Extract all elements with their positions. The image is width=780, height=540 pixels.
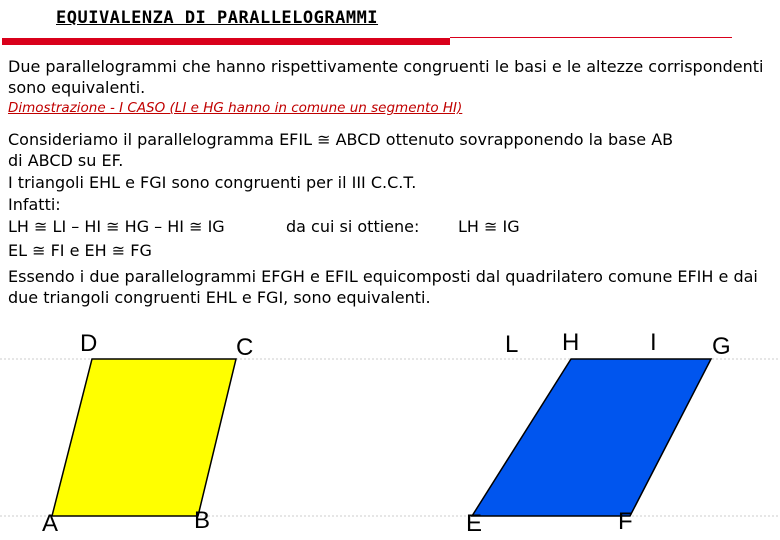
proof-line-5-result: LH ≅ IG — [458, 217, 520, 236]
vertex-label-i: I — [650, 329, 657, 356]
vertex-label-d: D — [80, 330, 98, 357]
demonstration-heading: Dimostrazione - I CASO (LI e HG hanno in comune un segmento HI) — [8, 100, 463, 116]
vertex-label-b: B — [194, 507, 211, 534]
parallelogram-efgh — [472, 359, 711, 516]
vertex-label-g: G — [712, 333, 731, 360]
proof-line-2: di ABCD su EF. — [8, 151, 124, 170]
vertex-label-h: H — [562, 329, 580, 356]
page-title: EQUIVALENZA DI PARALLELOGRAMMI — [56, 8, 379, 28]
vertex-label-l: L — [505, 331, 519, 358]
proof-line-4: Infatti: — [8, 195, 61, 214]
theorem-statement: Due parallelogrammi che hanno rispettivamente congruenti le basi e le altezze corrispondenti sono equivalenti. — [8, 57, 764, 97]
proof-line-6: EL ≅ FI e EH ≅ FG — [8, 241, 152, 260]
proof-conclusion: Essendo i due parallelogrammi EFGH e EFIL equicomposti dal quadrilatero comune EFIH e dai due triangoli congruenti EHL e FGI, sono equivalenti. — [8, 267, 758, 307]
proof-line-5-connector: da cui si ottiene: — [286, 217, 420, 236]
vertex-label-c: C — [236, 334, 254, 361]
proof-line-1: Consideriamo il parallelogramma EFIL ≅ ABCD ottenuto sovrapponendo la base AB — [8, 130, 674, 149]
vertex-label-e: E — [466, 510, 483, 537]
parallelogram-abcd — [52, 359, 236, 516]
vertex-label-f: F — [618, 508, 633, 535]
proof-line-5-congruence: LH ≅ LI – HI ≅ HG – HI ≅ IG — [8, 217, 225, 236]
proof-line-3: I triangoli EHL e FGI sono congruenti per il III C.C.T. — [8, 173, 417, 192]
vertex-label-a: A — [42, 510, 59, 537]
